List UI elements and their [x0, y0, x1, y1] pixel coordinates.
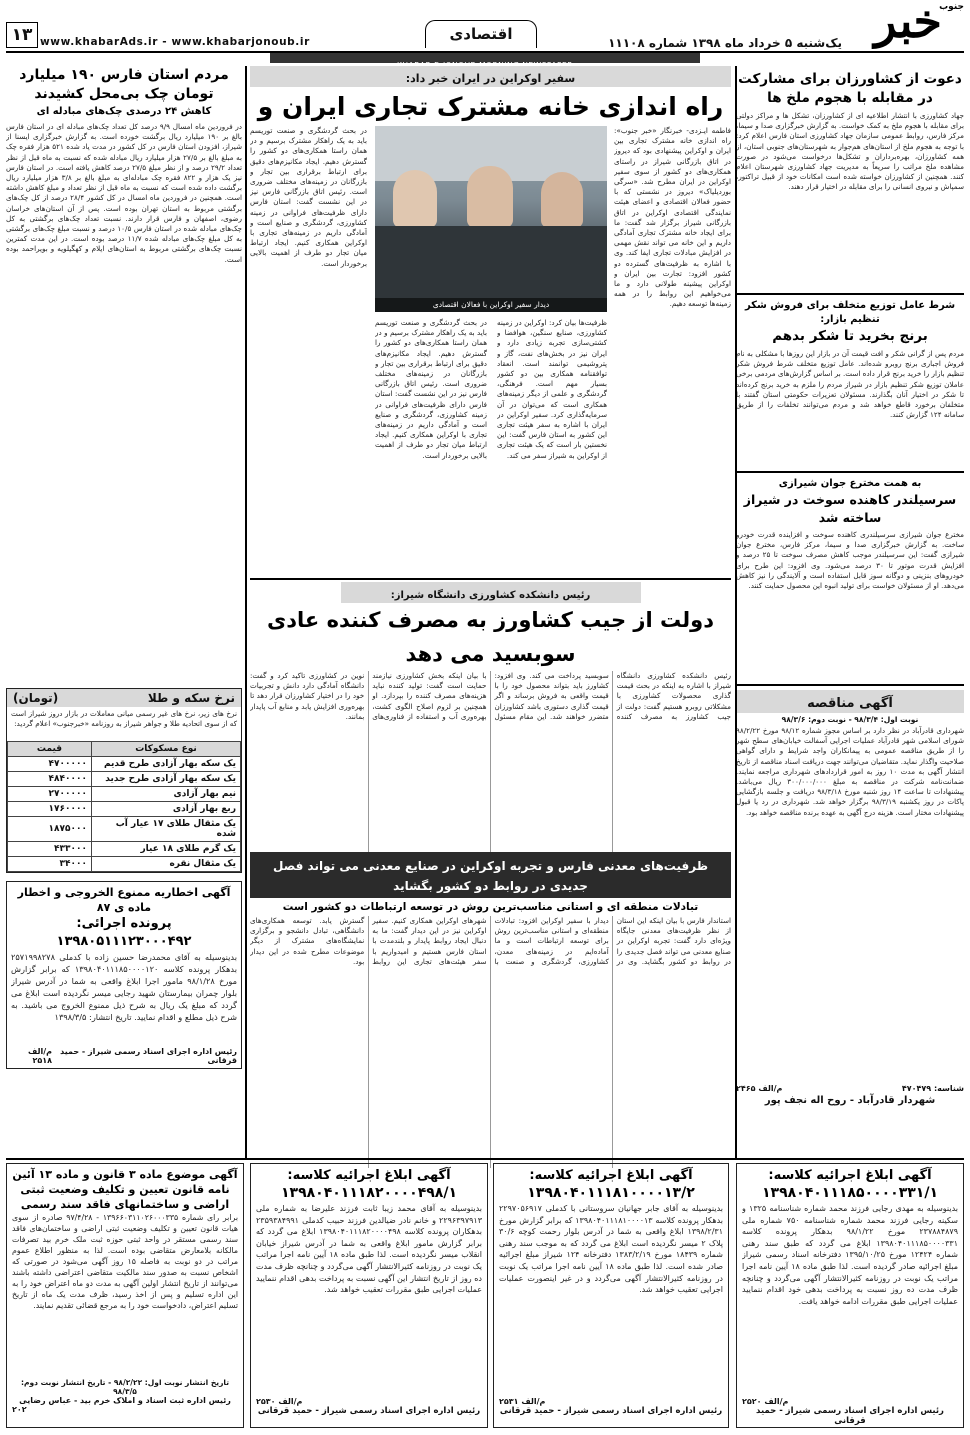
column-rule [245, 66, 247, 1158]
notice-a-signature: رئیس اداره اجرای اسناد رسمی شیراز - حمید قرقانی [756, 1406, 944, 1426]
main-kicker: سفیر اوکراین در ایران خبر داد: [405, 72, 576, 85]
table-row [8, 842, 241, 857]
exit-ban-number: پرونده اجرائی: ۱۳۹۸۰۵۱۱۱۲۳۰۰۰۴۹۲ [56, 916, 192, 949]
exit-ban-body: بدینوسیله به آقای محمدرضا حسین زاده با کدملی ۲۵۷۱۹۹۸۲۷۸ بدهکار پرونده کلاسه ۱۳۹۸۰۴۰۱۱۱۸۵۰۰۰۰۱۲۰ که برابر گزارش مورخ ۹۸/۱/۲۸ مامور اجرا ابلاغ واقعی به شما در آدرس شیراز بلوار چمران بیمارستان شهید رجایی میسر نگردیده است ابلاغ می گردد که مبلغ یک ریال به شرح ذیل ممنوع الخروج می باشید. به شرح ذیل مطلع و اقدام نمایید. تاریخ انتشار: ۱۳۹۸/۳/۵ [11, 952, 237, 1022]
execution-notice-b [493, 1163, 729, 1428]
tender-codes [736, 1084, 964, 1093]
notice-a-body: بدینوسیله به مهدی رجایی فرزند محمد شماره شناسنامه ۱۳۲۵ و سکینه رجایی فرزند محمد شماره شناسنامه ۷۵۰ شماره ملی ۲۳۷۸۸۴۸۷۹ مورخ ۹۸/۱/۲۲ بدهکار پرونده کلاسه ۱۳۹۸۰۴۰۱۱۱۸۵۰۰۰۰۳۳۱ ابلاغ می گردد که طبق سند رهنی شماره ۱۲۴۲۴ مورخ ۱۳۹۵/۱۰/۲۵ دفترخانه اسناد رسمی شیراز مبلغ اجرائیه صادر گردیده است. لذا طبق ماده ۱۸ آیین نامه اجرا مراتب یک نوبت در روزنامه کثیرالانتشار آگهی می‌گردد و چنانچه ظرف مدت ده روز نسبت به پرداخت بدهی خود اقدام ننمایید عملیات اجرایی طبق مقررات ادامه خواهد یافت. [742, 1204, 958, 1306]
table-row [8, 772, 241, 787]
execution-notice-c [250, 1163, 488, 1428]
photo-caption: دیدار سفیر اوکراین با فعالان اقتصادی [375, 298, 607, 312]
gold-item-price: ۱۷۶۰۰۰۰ [8, 802, 92, 817]
ribbon [270, 53, 700, 63]
table-row [8, 857, 241, 872]
gold-header [7, 689, 241, 707]
gold-item-name: یک مثقال طلای ۱۷ عیار آب شده [92, 817, 241, 842]
land-title-notice [6, 1163, 244, 1428]
column-rule [735, 66, 737, 1158]
mining-body: استاندار فارس با بیان اینکه این استان از نظر ظرفیت‌های معدنی جایگاه ویژه‌ای دارد گفت: تجربه اوکراین در صنایع معدنی می تواند فصل جدیدی را در روابط دو کشور بگشاید. وی در دیدار با سفیر اوکراین افزود: تبادلات منطقه‌ای و استانی مناسب‌ترین روش برای توسعه ارتباطات است و ما آماده‌ایم در زمینه‌های معدن، کشاورزی، گردشگری و صنعت با شهرهای اوکراین همکاری کنیم. سفیر اوکراین نیز در این دیدار گفت: ما به دنبال ایجاد روابط پایدار و بلندمدت با استان فارس هستیم و امیدواریم با سفر هیئت‌های تجاری این روابط گسترش یابد. توسعه همکاری‌های دانشگاهی، تبادل دانشجو و برگزاری نمایشگاه‌های مشترک از دیگر موضوعات مطرح شده در این دیدار بود. [250, 916, 731, 966]
main-kicker-bar [250, 66, 731, 87]
gold-item-price: ۴۸۴۰۰۰۰ [8, 772, 92, 787]
delegation-photo [375, 126, 607, 312]
sugar-kicker: شرط عامل توزیع متخلف برای فروش شکر تنظیم بازار: [744, 300, 956, 325]
tender-body: شهرداری قادرآباد در نظر دارد بر اساس مجوز شماره ۹۸/۱۲ مورخ ۹۸/۲/۲۲ شورای اسلامی شهر قادرآباد عملیات اجرایی آسفالت خیابان‌های سطح شهر را از طریق مناقصه عمومی به پیمانکاران واجد شرایط و دارای گواهی صلاحیت واگذار نماید. متقاضیان می‌توانند جهت دریافت اسناد مناقصه از تاریخ انتشار آگهی به مدت ۱۰ روز به امور قراردادهای شهرداری مراجعه نمایند. ضمانت‌نامه شرکت در مناقصه به مبلغ ۳۰۰/۰۰۰/۰۰۰ ریال می‌باشد. پیشنهادات تا ساعت ۱۴ روز شنبه مورخ ۹۸/۳/۱۸ دریافت و جلسه بازگشایی پاکات در روز یکشنبه ۹۸/۳/۱۹ برگزار خواهد شد. شهرداری در رد یا قبول پیشنهادات مختار است. هزینه درج آگهی به عهده برنده مناقصه خواهد بود. [736, 726, 964, 817]
masthead [0, 0, 970, 62]
mining-subhead: تبادلات منطقه ای و استانی مناسب‌ترین روش در توسعه ارتباطات دو کشور است [282, 901, 699, 913]
land-notice-code: ۲۰۲ [12, 1405, 27, 1414]
gold-col-item: نوع مسکوکات [92, 742, 241, 757]
cheque-article-subtitle: کاهش ۲۴ درصدی چک‌های مبادله ای [36, 106, 212, 117]
gold-item-name: نیم بهار آزادی [92, 787, 241, 802]
newspaper-logo [846, 0, 964, 52]
tender-code: شناسه: ۴۷۰۴۷۹ [901, 1084, 964, 1093]
main-col2: ظرفیت‌ها بیان کرد: اوکراین در زمینه کشاورزی، صنایع سنگین، هوافضا و کشتی‌سازی تجربه زیادی دارد و ایران نیز در بخش‌های نفت، گاز و پتروشیمی توانمند است. انعقاد توافقنامه همکاری بین دو کشور بسیار مهم است. فرهنگی، گردشگری و علمی از دیگر زمینه‌های همکاری است که می‌توان در آن سرمایه‌گذاری کرد. سفیر اوکراین در ایران با اشاره به سفر هیئت تجاری این کشور به استان فارس گفت: این نخستین بار است که یک هیئت تجاری از اوکراین به شیراز سفر می کند. [497, 318, 607, 460]
notice-b-signature: رئیس اداره اجرای اسناد رسمی شیراز - حمید قرقانی [499, 1406, 723, 1416]
main-col3: در بحث گردشگری و صنعت توریسم باید به یک راهکار مشترک برسیم و در همان راستا همکاری‌های دو کشور را گسترش دهیم. ایجاد مکانیزم‌های دقیق برای ارتباط برقراری بین تجار و بازرگانان در زمینه‌های مختلف ضروری است. رئیس اتاق بازرگانی فارس نیز در این نشست گفت: استان فارس دارای ظرفیت‌های فراوانی در زمینه کشاورزی، گردشگری و صنایع است و آمادگی داریم در زمینه‌های تجاری با اوکراین همکاری کنیم. ایجاد ارتباط میان تجار دو طرف از اهمیت بالایی برخوردار است. [375, 318, 487, 460]
main-col4: در بحث گردشگری و صنعت توریسم باید به یک راهکار مشترک برسیم و در همان راستا همکاری‌های دو کشور را گسترش دهیم. ایجاد مکانیزم‌های دقیق برای ارتباط برقراری بین تجار و بازرگانان در زمینه‌های مختلف ضروری است. رئیس اتاق بازرگانی فارس نیز در این نشست گفت: استان فارس دارای ظرفیت‌های فراوانی در زمینه کشاورزی، گردشگری و صنایع است و آمادگی داریم در زمینه‌های تجاری با اوکراین همکاری کنیم. ایجاد ارتباط میان تجار دو طرف از اهمیت بالایی برخوردار است. [250, 126, 367, 268]
gold-item-name: یک سکه بهار آزادی طرح قدیم [92, 757, 241, 772]
exit-ban-code: م/الف ۲۵۱۸ [27, 1047, 53, 1065]
section-title: اقتصادی [449, 25, 513, 43]
gold-title: نرخ سکه و طلا [147, 691, 235, 705]
divider [736, 293, 964, 295]
website[interactable]: www.khabarAds.ir - www.khabarjonoub.ir [40, 36, 310, 48]
table-row [8, 802, 241, 817]
main-col1: فاطمه ایـزدی- خبرنگار «خبر جنوب»: راه اندازی خانه مشترک تجاری بین ایران و اوکراین پیشنهادی بود که دیروز در اتاق بازرگانی شیراز در راستای همکاری‌های دو کشور از سوی سفیر اوکراین در ایران مطرح شد. «سرگی بوردیلیاک» دیروز در نشستی که با حضور فعالان اقتصادی و اعضای هیئت نمایندگی اقتصادی اوکراین در اتاق بازرگانی شیراز برگزار شد گفت: ما برای ایجاد خانه مشترک تجاری آمادگی داریم و این خانه می تواند نقش مهمی در افزایش مبادلات تجاری ایفا کند. وی با اشاره به ظرفیت‌های گسترده دو کشور افزود: تجارت بین ایران و اوکراین پیشینه طولانی دارد و ما می‌خواهیم این روابط را در همه زمینه‌ها توسعه دهیم. [614, 126, 731, 309]
notice-b-title: آگهی ابلاغ اجرائیه کلاسه: [529, 1168, 693, 1183]
gold-item-name: یک گرم طلای ۱۸ عیار [92, 842, 241, 857]
notice-c-code: م/الف ۲۵۳۰ [256, 1397, 303, 1406]
gold-item-price: ۱۸۷۵۰۰۰ [8, 817, 92, 842]
subsidy-headline: دولت از جیب کشاورز به مصرف کننده عادی سوبسید می دهد [267, 608, 714, 666]
table-row [8, 787, 241, 802]
execution-notice-a [736, 1163, 964, 1428]
notice-c-number: ۱۳۹۸۰۴۰۱۱۱۸۲۰۰۰۰۴۹۸/۱ [280, 1185, 457, 1201]
mining-article [250, 852, 731, 1152]
gold-item-price: ۳۴۰۰۰ [8, 857, 92, 872]
page-number-value: ۱۳ [11, 25, 33, 45]
gold-item-price: ۲۷۰۰۰۰۰ [8, 787, 92, 802]
bottom-rule [6, 1158, 964, 1160]
left-column [6, 66, 242, 1156]
main-article [250, 66, 731, 576]
notice-b-code: م/الف ۲۵۳۱ [499, 1397, 546, 1406]
divider [736, 684, 964, 686]
subsidy-kicker-bar [341, 582, 641, 603]
page-number [6, 22, 38, 48]
section-rule [250, 578, 731, 580]
gold-currency: (تومان) [13, 691, 59, 705]
exit-ban-footer [11, 1047, 237, 1065]
right-column [736, 66, 964, 1156]
notice-b-body: بدینوسیله به آقای جابر جهانیان سروستانی با کدملی ۲۲۹۷۰۵۶۹۱۷ بدهکار پرونده کلاسه ۱۳۹۸۰۴۰۱۱۱۸۱۰۰۰۰۱۳ که برابر گزارش مورخ ۱۳۹۸/۲/۳۱ ابلاغ واقعی به شما در آدرس بلوار رحمت کوچه ۳۰/۶ پلاک ۲ میسر نگردیده است ابلاغ می گردد که به موجب سند رهنی شماره ۱۸۴۳۹ مورخ ۱۳۸۳/۲/۱۹ دفترخانه ۱۲۴ شیراز مبلغ اجرائیه صادر شده است. لذا طبق ماده ۱۸ آیین نامه اجرا مراتب یک نوبت در روزنامه کثیرالانتشار آگهی می‌گردد و در غیر اینصورت عملیات اجرایی تعقیب خواهد شد. [499, 1204, 723, 1295]
locust-article-body: جهاد کشاورزی با انتشار اطلاعیه ای از کشاورزان، تشکل ها و مراکز دولتی برای مقابله با هجوم ملخ به کمک خواست. به گزارش خبرگزاری صدا و سیما، مرکز فارس، روابط عمومی سازمان جهاد کشاورزی استان فارس اعلام کرد: با توجه به هجوم ملخ از استان‌های هم‌جوار به شهرستان‌های جنوبی استان، از همه کشاورزان، بهره‌برداران و تشکل‌ها درخواست می‌شود در صورت مشاهده ملخ مراتب را سریعاً به مدیریت جهاد کشاورزی شهرستان اعلام کنند. همچنین از کشاورزان خواسته شده است امکانات خود از قبیل تراکتور، سمپاش و نیروی انسانی را برای مقابله در اختیار قرار دهند. [736, 111, 964, 192]
gold-col-price: قیمت [8, 742, 92, 757]
locust-article-title: دعوت از کشاورزان برای مشارکت در مقابله با هجوم ملخ ها [738, 71, 962, 106]
notice-b-number: ۱۳۹۸۰۴۰۱۱۱۸۱۰۰۰۰۱۳/۲ [527, 1185, 695, 1201]
logo-sub: جنوب [939, 2, 964, 12]
gold-table [7, 741, 241, 872]
exit-ban-signature: رئیس اداره اجرای اسناد رسمی شیراز - حمید قرقانی [60, 1047, 237, 1065]
mining-headline-bar [250, 852, 731, 898]
tender-signature: شهردار قادرآباد - روح اله نجف پور [764, 1095, 936, 1106]
subsidy-body: رئیس دانشکده کشاورزی دانشگاه شیراز با اشاره به اینکه در بحث قیمت گذاری محصولات کشاورزی با مشکلاتی روبرو هستیم گفت: دولت از جیب کشاورز به مصرف کننده سوبسید پرداخت می کند. وی افزود: کشاورز باید بتواند محصول خود را با قیمت واقعی به فروش برساند و اگر قیمت گذاری دستوری باشد کشاورزان متضرر خواهند شد. این مقام مسئول با بیان اینکه بخش کشاورزی نیازمند حمایت است گفت: تولید کننده نباید هزینه‌های مصرف کننده را بپردازد. او همچنین بر لزوم اصلاح الگوی کشت، بهره‌وری آب و استفاده از فناوری‌های نوین در کشاورزی تاکید کرد و گفت: دانشگاه آمادگی دارد دانش و تجربیات خود را در اختیار کشاورزان قرار دهد تا بهره‌وری افزایش یابد و منابع آب پایدار بمانند. [250, 671, 731, 721]
exit-ban-title: آگهی اخطاریه ممنوع الخروجی و اخطار ماده ی ۸۷ [17, 886, 231, 914]
land-notice-title: آگهی موضوع ماده ۳ قانون و ماده ۱۳ آئین نامه قانون تعیین و تکلیف وضعیت ثبتی اراضی و ساختمانهای فاقد سند رسمی [12, 1168, 238, 1211]
table-row [8, 817, 241, 842]
logo-mark: خبر [874, 0, 942, 48]
tender-dates: نوبت اول: ۹۸/۳/۴ - نوبت دوم: ۹۸/۳/۶ [781, 715, 919, 724]
gold-item-price: ۴۷۰۰۰۰۰ [8, 757, 92, 772]
tender-title: آگهی مناقصه [807, 696, 893, 711]
land-notice-body: برابر رای شماره ۱۳۹۶۶۰۳۱۱۰۲۶۰۰۰۳۳۵ - ۹۷/۴/۲۸ صادره از سوی هیات قانون تعیین و تکلیف وضعیت ثبتی اراضی و ساختمان‌های فاقد سند رسمی مستقر در واحد ثبتی حوزه ثبت ملک خرم بید تصرفات مالکانه بلامعارض متقاضی بوده است. لذا به منظور اطلاع عموم مراتب در دو نوبت به فاصله ۱۵ روز آگهی می‌شود در صورتی که اشخاص نسبت به صدور سند مالکیت متقاضی اعتراضی داشته باشند می‌توانند از تاریخ انتشار اولین آگهی به مدت دو ماه اعتراض خود را به این اداره تسلیم و پس از اخذ رسید، ظرف مدت یک ماه از تاریخ تسلیم اعتراض، دادخواست خود را به مرجع قضائی تقدیم نمایند. [12, 1213, 238, 1310]
inventor-title: سرسیلندر کاهنده سوخت در شیراز ساخته شد [743, 492, 957, 525]
section-tab [425, 20, 537, 48]
land-notice-signature: رئیس اداره ثبت اسناد و املاک خرم بید - عباس رضایی [19, 1396, 231, 1405]
divider [736, 471, 964, 473]
notice-a-number: ۱۳۹۸۰۴۰۱۱۱۸۵۰۰۰۰۳۳۱/۱ [761, 1185, 938, 1201]
table-row [8, 757, 241, 772]
notice-c-title: آگهی ابلاغ اجرائیه کلاسه: [287, 1168, 451, 1183]
notice-c-body: بدینوسیله به آقای محمد زیبا ثابت فرزند علیرضا به شماره ملی ۲۲۹۶۳۹۷۹۱۳ و خانم نادر ضیالدین فرزند حبیب کدملی ۲۳۵۹۳۸۴۹۹۱ بدهکاران پرونده کلاسه ۱۳۹۸۰۴۰۱۱۱۸۲۰۰۰۰۴۹۸ ابلاغ می گردد که برابر گزارش مامور ابلاغ واقعی به شما در آدرس شیراز خیابان انقلاب میسر نگردیده است. لذا طبق ماده ۱۸ آیین نامه اجرا مراتب یک نوبت در روزنامه کثیرالانتشار آگهی می‌گردد و چنانچه ظرف مدت ده روز از تاریخ انتشار این آگهی نسبت به پرداخت بدهی اقدام ننمایید عملیات اجرایی طبق مقررات تعقیب خواهد شد. [256, 1204, 482, 1295]
person-figure [467, 166, 513, 228]
cheque-article-body: در فروردین ماه امسال ۹/۹ درصد کل تعداد چک‌های مبادله ای در استان فارس بالغ بر ۱۹۰ میلیارد ریال برگشت خورده است. به گزارش خبرگزاری ایسنا از شیراز، افزودن استان فارس در کل کشور در مدت یاد شده ۵۲۱ هزار فقره چک به مبلغ بالغ بر ۲۷/۵ هزار میلیارد ریال مبادله شده که نسبت به ماه قبل از نظر تعداد ۲۹/۲ درصد و از نظر مبلغ ۲۷/۵ درصد کاهش یافته است. در استان فارس نیز یک هزار و ۸۲۲ فقره چک مبادله‌ای به مبلغ بالغ بر ۳/۸ هزار میلیارد ریال برگشت داده شده است که نسبت به ماه قبل از نظر تعداد و مبلغ کاهش داشته است. همچنین در فروردین ماه امسال در کل کشور ۲۸/۴ درصد از کل چک‌های برگشتی مربوط به استان تهران بوده است. پس از آن استان‌های خراسان رضوی، اصفهان و فارس قرار دارند. نسبت تعداد چک‌های برگشتی به کل چک‌های مبادله شده در استان فارس ۱۰/۵ درصد و نسبت مبلغ چک‌های برگشتی به کل مبلغ چک‌های مبادله شده ۱۱/۷ درصد بوده است. در این مدت کمترین نسبت چک‌های برگشتی مربوط به استان‌های ایلام و کهگیلویه و بویراحمد بوده است. [6, 122, 242, 264]
tender-code2: م/الف ۲۴۶۵ [736, 1084, 783, 1093]
notice-a-code: م/الف ۲۵۲۰ [742, 1397, 789, 1406]
gold-item-name: یک سکه بهار آزادی طرح جدید [92, 772, 241, 787]
main-headline: راه اندازی خانه مشترک تجاری ایران و [257, 92, 724, 121]
gold-price-box [6, 688, 242, 873]
issue-date: یک‌شنبه ۵ خرداد ماه ۱۳۹۸ شماره ۱۱۱۰۸ [608, 36, 842, 50]
gold-table-header [8, 742, 241, 757]
subsidy-kicker: رئیس دانشکده کشاورزی دانشگاه شیراز: [390, 590, 591, 601]
gold-item-price: ۴۳۳۰۰۰ [8, 842, 92, 857]
person-figure [541, 172, 583, 228]
exit-ban-notice [6, 881, 242, 1069]
gold-item-name: یک مثقال نقره [92, 857, 241, 872]
notice-c-signature: رئیس اداره اجرای اسناد رسمی شیراز - حمید قرقانی [257, 1406, 481, 1416]
cheque-article-title: مردم استان فارس ۱۹۰ میلیارد تومان چک بی‌محل کشیدند [19, 67, 229, 102]
inventor-kicker: به همت مخترع جوان شیرازی [778, 478, 922, 489]
inventor-body: مخترع جوان شیرازی سرسیلندری کاهنده سوخت و افزاینده قدرت خودرو ساخت. به گزارش خبرگزاری صدا و سیما، مرکز فارس، مخترع جوان شیرازی گفت: این سرسیلندر موجب کاهش مصرف سوخت تا ۲۵ درصد و افزایش قدرت موتور تا ۳۰ درصد می‌شود. وی افزود: این طرح برای خودروهای بنزینی و دوگانه سوز قابل استفاده است و آلایندگی را نیز کاهش می‌دهد. او از مسئولان خواست برای تولید انبوه این محصول حمایت کنند. [736, 530, 964, 591]
sugar-title: برنج بخرید تا شکر بدهم [772, 328, 928, 344]
notice-a-title: آگهی ابلاغ اجرائیه کلاسه: [768, 1168, 932, 1183]
gold-item-name: ربع بهار آزادی [92, 802, 241, 817]
subsidy-article [250, 582, 731, 850]
land-notice-dates: تاریخ انتشار نوبت اول: ۹۸/۲/۲۲ - تاریخ انتشار نوبت دوم: ۹۸/۳/۵ [20, 1378, 230, 1396]
person-figure [393, 170, 437, 228]
tender-header [736, 690, 964, 713]
gold-note: نرخ های زیر، نرخ های غیر رسمی میانی معاملات در بازار دروز شیراز است که از سوی اتحادیه طلا و جواهر شیراز به روزنامه «خبرجنوب» اعلام گردید: [11, 709, 237, 729]
sugar-body: مردم پس از گرانی شکر و افت قیمت آن در بازار این روزها با مشکلی به نام فروش اجباری برنج روبرو شده‌اند. عامل توزیع متخلف شرط فروش شکر تنظیم بازار را خرید برنج قرار داده است. بر اساس گزارش‌های مردمی برخی عاملان توزیع شکر تنظیم بازار در شیراز مردم را ملزم به خرید برنج کرده‌اند تا شکر در اختیار آنان بگذارند. مسئولان تعزیرات حکومتی استان گفتند با متخلفان برخورد قاطع خواهد شد و مردم می‌توانند تخلفات را از طریق سامانه ۱۲۴ گزارش کنند. [736, 349, 964, 420]
mining-headline: ظرفیت‌های معدنی فارس و تجربه اوکراین در صنایع معدنی می تواند فصل جدیدی در روابط دو کشور بگشاید [272, 859, 708, 893]
